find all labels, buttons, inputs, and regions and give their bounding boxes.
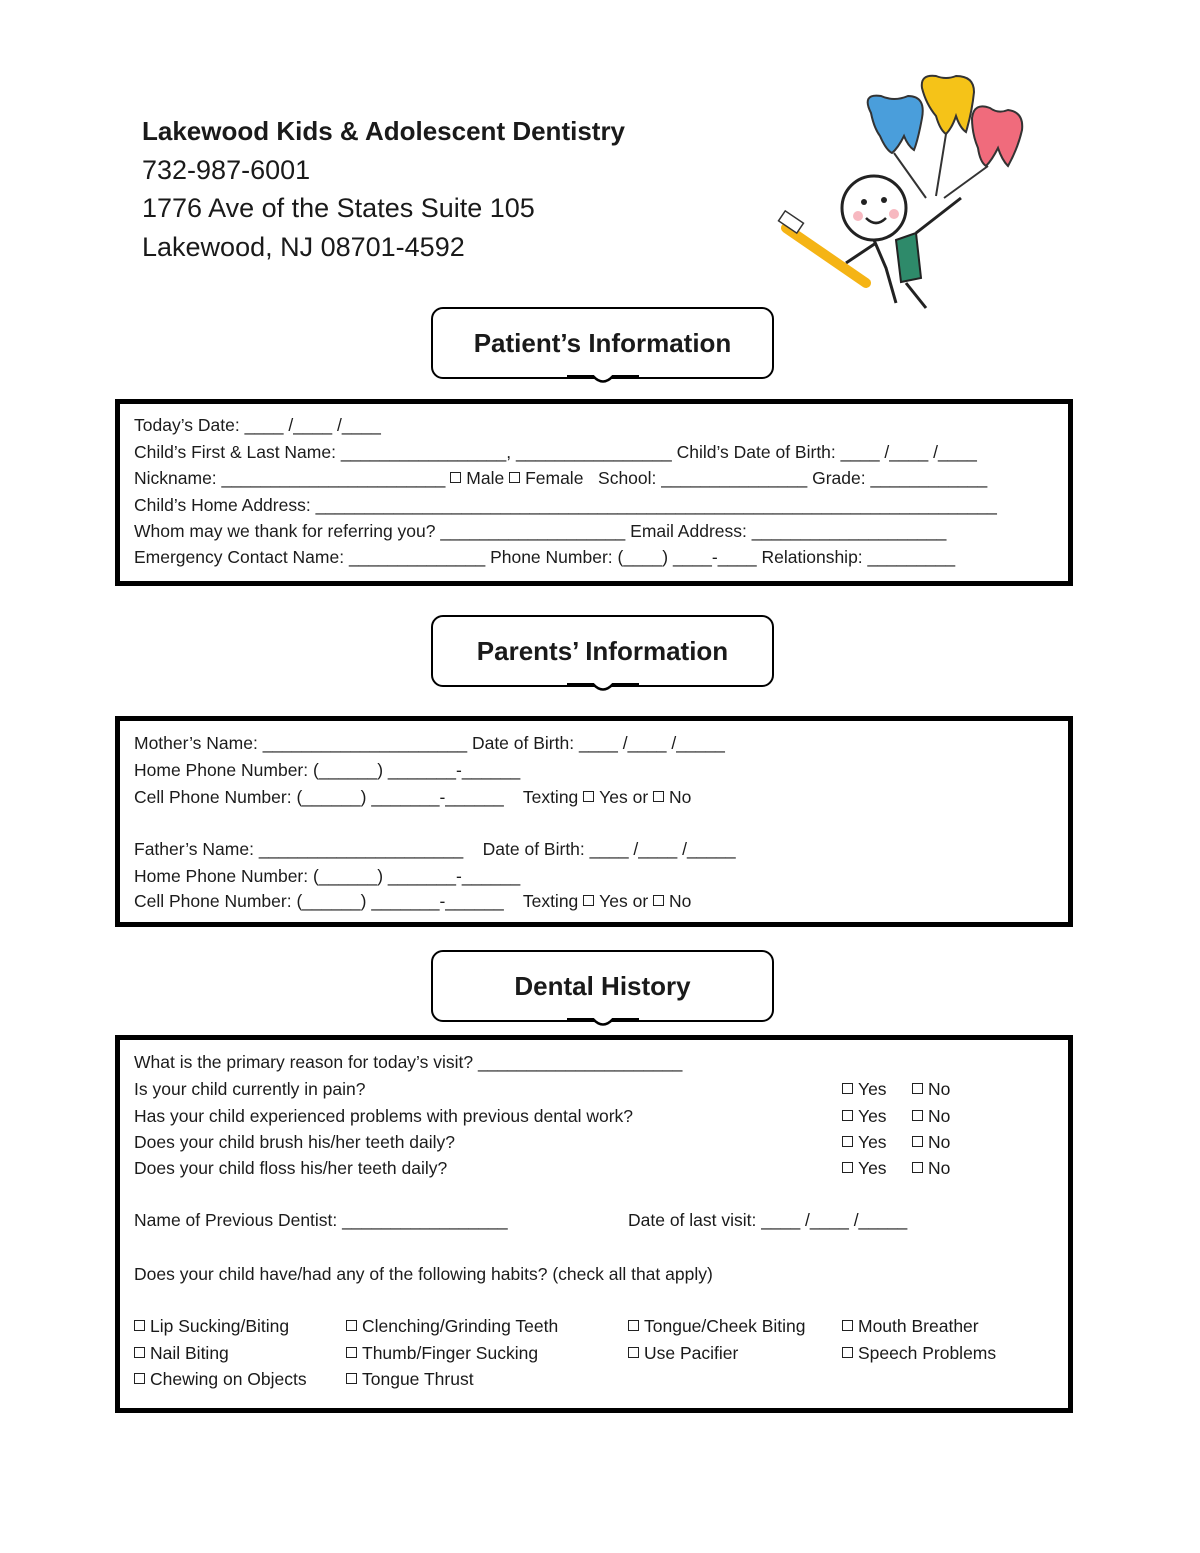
checkbox[interactable] [628,1320,639,1331]
checkbox[interactable] [842,1320,853,1331]
floss-no-option[interactable] [912,1157,950,1179]
practice-header [142,112,625,267]
child-name-dob-field[interactable]: Child’s First & Last Name: _________________, ________________ Child’s Date of Birth: ____ /____ /____ [134,442,977,462]
habit-label: Tongue/Cheek Biting [644,1316,806,1336]
checkbox[interactable] [628,1347,639,1358]
speech-notch [567,375,639,391]
yes-checkbox[interactable] [842,1136,853,1147]
father-name-dob-field[interactable]: Father’s Name: _____________________ Date of Birth: ____ /____ /_____ [134,839,736,859]
dental-history-title: Dental History [514,970,691,1001]
father-texting-no-checkbox[interactable] [653,895,664,906]
no-label: No [669,891,692,911]
practice-address-line2: Lakewood, NJ 08701-4592 [142,232,465,263]
question-floss-daily: Does your child floss his/her teeth daily? [134,1158,448,1178]
brush-no-option[interactable] [912,1131,950,1153]
mother-texting-no-checkbox[interactable] [653,791,664,802]
no-label: No [928,1132,951,1152]
no-checkbox[interactable] [912,1110,923,1121]
habit-label: Speech Problems [858,1343,997,1363]
checkbox[interactable] [134,1347,145,1358]
no-label: No [669,787,692,807]
habit-label: Thumb/Finger Sucking [362,1343,539,1363]
patient-info-title: Patient’s Information [473,327,732,358]
habit-chewing-objects[interactable] [134,1368,307,1390]
practice-phone: 732-987-6001 [142,154,311,185]
previous-dentist-field[interactable]: Name of Previous Dentist: _________________ [134,1210,508,1230]
yes-label: Yes [858,1158,887,1178]
habit-pacifier[interactable] [628,1342,738,1364]
patient-info-heading [431,307,774,379]
problems-yes-option[interactable] [842,1105,887,1127]
father-cell-phone-row[interactable] [134,890,691,912]
yes-label: Yes [858,1132,887,1152]
habit-label: Nail Biting [150,1343,229,1363]
parents-info-title: Parents’ Information [476,635,729,666]
male-label: Male [466,468,505,488]
speech-notch [567,683,639,699]
speech-notch [567,1018,639,1034]
no-label: No [928,1079,951,1099]
habit-clenching[interactable] [346,1315,558,1337]
habit-label: Chewing on Objects [150,1369,307,1389]
yes-or-label: Yes or [599,891,649,911]
tooth-balloon-blue-icon [868,96,923,153]
checkbox[interactable] [346,1373,357,1384]
no-checkbox[interactable] [912,1162,923,1173]
habit-label: Use Pacifier [644,1343,739,1363]
female-school-grade-field[interactable]: Female School: _______________ Grade: ____________ [525,468,988,488]
checkbox[interactable] [346,1320,357,1331]
dental-history-heading [431,950,774,1022]
habit-thumb-sucking[interactable] [346,1342,538,1364]
nickname-field[interactable]: Nickname: _______________________ [134,468,446,488]
home-address-field[interactable]: Child’s Home Address: ______________________________________________________________________ [134,495,997,515]
father-cell-phone-field[interactable]: Cell Phone Number: (______) _______-______ Texting [134,891,579,911]
habits-question: Does your child have/had any of the following habits? (check all that apply) [134,1264,713,1284]
mother-name-dob-field[interactable]: Mother’s Name: _____________________ Date of Birth: ____ /____ /_____ [134,733,725,753]
no-checkbox[interactable] [912,1083,923,1094]
habit-lip-sucking[interactable] [134,1315,289,1337]
checkbox[interactable] [842,1347,853,1358]
tooth-balloon-yellow-icon [922,76,974,134]
referral-email-field[interactable]: Whom may we thank for referring you? ___________________ Email Address: ____________________ [134,521,947,541]
habit-nail-biting[interactable] [134,1342,229,1364]
father-home-phone-field[interactable]: Home Phone Number: (______) _______-______ [134,866,521,886]
checkbox[interactable] [346,1347,357,1358]
habit-tongue-thrust[interactable] [346,1368,474,1390]
tooth-balloon-pink-icon [972,106,1022,166]
last-visit-date-field[interactable]: Date of last visit: ____ /____ /_____ [628,1210,908,1230]
habit-label: Tongue Thrust [362,1369,474,1389]
cartoon-kid-balloons-logo [776,68,1036,318]
nickname-gender-school-row[interactable] [134,467,987,489]
habit-label: Mouth Breather [858,1316,979,1336]
yes-checkbox[interactable] [842,1110,853,1121]
male-checkbox[interactable] [450,472,461,483]
visit-reason-field[interactable]: What is the primary reason for today’s visit? _____________________ [134,1052,683,1072]
checkbox[interactable] [134,1320,145,1331]
no-label: No [928,1106,951,1126]
yes-checkbox[interactable] [842,1083,853,1094]
pain-yes-option[interactable] [842,1078,887,1100]
habit-tongue-cheek[interactable] [628,1315,806,1337]
mother-home-phone-field[interactable]: Home Phone Number: (______) _______-______ [134,760,521,780]
parents-info-heading [431,615,774,687]
habit-speech[interactable] [842,1342,996,1364]
yes-label: Yes [858,1079,887,1099]
mother-texting-yes-checkbox[interactable] [583,791,594,802]
practice-address-line1: 1776 Ave of the States Suite 105 [142,193,535,224]
question-brush-daily: Does your child brush his/her teeth daily? [134,1132,456,1152]
yes-label: Yes [858,1106,887,1126]
mother-cell-phone-field[interactable]: Cell Phone Number: (______) _______-______ Texting [134,787,579,807]
yes-or-label: Yes or [599,787,649,807]
question-pain: Is your child currently in pain? [134,1079,366,1099]
mother-cell-phone-row[interactable] [134,786,691,808]
habit-label: Clenching/Grinding Teeth [362,1316,559,1336]
practice-name: Lakewood Kids & Adolescent Dentistry [142,116,626,146]
habit-mouth-breather[interactable] [842,1315,979,1337]
problems-no-option[interactable] [912,1105,950,1127]
todays-date-field[interactable]: Today’s Date: ____ /____ /____ [134,415,381,435]
emergency-contact-field[interactable]: Emergency Contact Name: ______________ Phone Number: (____) ____-____ Relationship: _________ [134,547,956,567]
female-checkbox[interactable] [509,472,520,483]
pain-no-option[interactable] [912,1078,950,1100]
brush-yes-option[interactable] [842,1131,887,1153]
floss-yes-option[interactable] [842,1157,887,1179]
checkbox[interactable] [134,1373,145,1384]
question-previous-problems: Has your child experienced problems with previous dental work? [134,1106,633,1126]
father-texting-yes-checkbox[interactable] [583,895,594,906]
no-label: No [928,1158,951,1178]
yes-checkbox[interactable] [842,1162,853,1173]
no-checkbox[interactable] [912,1136,923,1147]
habit-label: Lip Sucking/Biting [150,1316,290,1336]
